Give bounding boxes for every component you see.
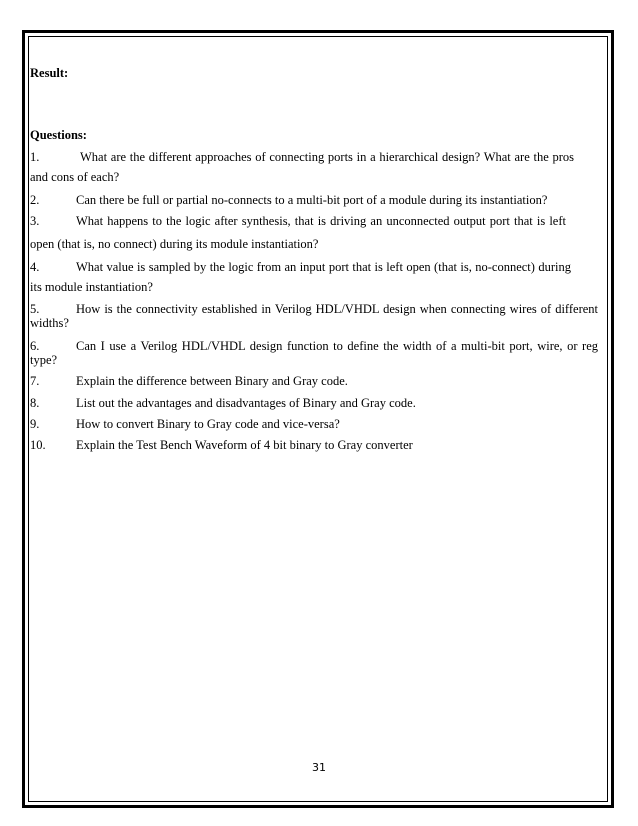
question-text-line1: Explain the difference between Binary and Gray code. [76,374,348,388]
question-text-line1: What value is sampled by the logic from an input port that is left open (that is, no-connect) during [76,260,571,274]
question-text-line2: and cons of each? [30,170,120,184]
question-text-line1: Explain the Test Bench Waveform of 4 bit binary to Gray converter [76,438,413,452]
question-text-line1: How is the connectivity established in Verilog HDL/VHDL design when connecting wires of different [76,302,598,316]
question-text-line1: Can there be full or partial no-connects to a multi-bit port of a module during its instantiation? [76,193,548,207]
questions-heading: Questions: [30,128,87,142]
question-text-line1: What happens to the logic after synthesis, that is driving an unconnected output port that is left [76,214,566,228]
question-text-line1: What are the different approaches of connecting ports in a hierarchical design? What are the pros [80,150,574,164]
question-number: 4. [30,260,40,274]
question-text-line2: type? [30,353,58,367]
question-text-line1: Can I use a Verilog HDL/VHDL design function to define the width of a multi-bit port, wire, or reg [76,339,598,353]
question-text-line2: widths? [30,316,69,330]
question-text-line2: open (that is, no connect) during its module instantiation? [30,237,319,251]
question-number: 9. [30,417,40,431]
question-number: 2. [30,193,40,207]
question-number: 3. [30,214,40,228]
question-text-line2: its module instantiation? [30,280,153,294]
question-number: 10. [30,438,46,452]
question-number: 8. [30,396,40,410]
result-heading: Result: [30,66,69,80]
question-number: 1. [30,150,40,164]
question-number: 7. [30,374,40,388]
question-number: 6. [30,339,40,353]
page-number: 31 [312,761,326,774]
question-text-line1: List out the advantages and disadvantages of Binary and Gray code. [76,396,416,410]
question-number: 5. [30,302,40,316]
question-text-line1: How to convert Binary to Gray code and vice-versa? [76,417,340,431]
